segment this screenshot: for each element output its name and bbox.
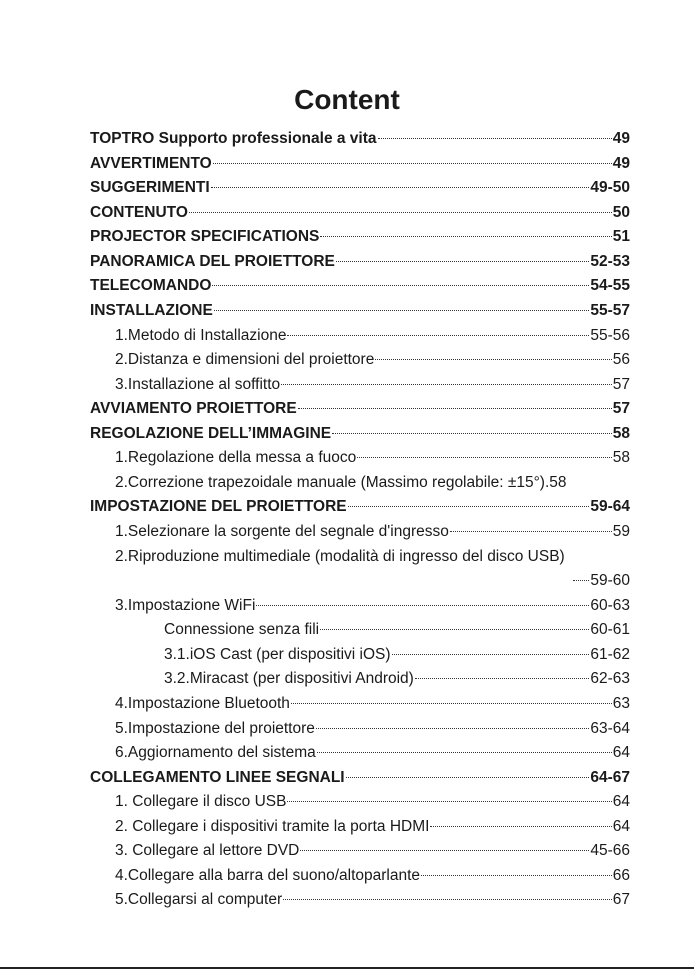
dot-leader	[189, 212, 612, 213]
dot-leader	[430, 826, 611, 827]
toc-entry-label: 4.Collegare alla barra del suono/altoparlante	[115, 866, 421, 884]
toc-entry-label: 4.Impostazione Bluetooth	[115, 694, 290, 712]
dot-leader	[320, 236, 611, 237]
toc-entry-page: 57	[612, 375, 630, 393]
dot-leader	[392, 654, 590, 655]
toc-entry-page: 45-66	[590, 842, 630, 860]
toc-entry-page: 59-64	[590, 498, 630, 516]
toc-entry	[90, 618, 630, 643]
toc-entry-label: 1.Selezionare la sorgente del segnale d'ingresso	[115, 523, 449, 540]
toc-entry	[90, 495, 630, 520]
toc-entry-label: SUGGERIMENTI	[90, 179, 210, 197]
toc-entry	[90, 225, 630, 250]
toc-entry	[90, 397, 630, 422]
toc-entry	[90, 348, 630, 373]
toc-entry	[90, 545, 630, 570]
page-title: Content	[294, 84, 400, 115]
dot-leader	[298, 408, 612, 409]
toc-entry-page: 52-53	[590, 252, 630, 270]
toc-entry-label: 1.Regolazione della messa a fuoco	[115, 449, 357, 467]
toc-entry-label: 3.Installazione al soffitto	[115, 375, 281, 393]
dot-leader	[281, 384, 612, 385]
toc-entry-page: 58	[612, 424, 630, 442]
toc-entry	[90, 446, 630, 471]
toc-entry	[90, 766, 630, 791]
toc-entry-label: 2.Correzione trapezoidale manuale (Massimo regolabile: ±15°).58	[115, 473, 567, 491]
dot-leader	[415, 678, 590, 679]
toc-entry	[90, 520, 630, 545]
toc-entry-page: 63-64	[590, 719, 630, 737]
dot-leader	[212, 285, 589, 286]
toc-entry-page: 66	[612, 866, 630, 884]
toc-entry-label: 3. Collegare al lettore DVD	[115, 842, 300, 860]
toc-entry-label: PROJECTOR SPECIFICATIONS	[90, 228, 320, 246]
toc-entry-page: 49	[612, 154, 630, 172]
toc-entry-label: 2.Distanza e dimensioni del proiettore	[115, 351, 375, 369]
toc-entry-page: 55-57	[590, 301, 630, 319]
dot-leader	[346, 777, 590, 778]
dot-leader	[256, 605, 589, 606]
toc-entry-page: 59	[612, 523, 630, 540]
toc-entry	[90, 692, 630, 717]
dot-leader	[213, 163, 612, 164]
toc-entry-label: INSTALLAZIONE	[90, 301, 213, 319]
toc-entry-label: 1. Collegare il disco USB	[115, 793, 287, 811]
toc-entry	[90, 471, 630, 496]
toc-entry-page: 64-67	[590, 768, 630, 786]
toc-entry-page: 60-63	[590, 596, 630, 614]
toc-entry	[90, 250, 630, 275]
toc-entry-label: COLLEGAMENTO LINEE SEGNALI	[90, 768, 345, 786]
dot-leader	[348, 506, 590, 507]
toc-entry	[90, 201, 630, 226]
dot-leader	[300, 850, 589, 851]
toc-entry-label: AVVERTIMENTO	[90, 154, 212, 172]
toc-entry-label: 6.Aggiornamento del sistema	[115, 744, 316, 762]
toc-entry-page: 49	[612, 130, 630, 147]
toc-entry-page: 62-63	[590, 670, 630, 688]
toc-entry-label: REGOLAZIONE DELL’IMMAGINE	[90, 424, 332, 442]
toc-entry-page: 50	[612, 203, 630, 221]
toc-entry-label: 5.Impostazione del proiettore	[115, 719, 315, 737]
toc-entry-label: 1.Metodo di Installazione	[115, 326, 287, 344]
toc-entry-label: PANORAMICA DEL PROIETTORE	[90, 252, 335, 270]
dot-leader	[214, 310, 590, 311]
toc-entry-page: 54-55	[590, 277, 630, 295]
toc-entry-label: CONTENUTO	[90, 203, 188, 221]
toc-entry-label: 2.Riproduzione multimediale (modalità di ingresso del disco USB)	[115, 547, 565, 565]
toc-entry	[90, 569, 630, 594]
toc-entry-label: 5.Collegarsi al computer	[115, 891, 283, 909]
dot-leader	[332, 433, 612, 434]
toc-entry	[90, 594, 630, 619]
toc-entry-label: TELECOMANDO	[90, 277, 212, 295]
toc-entry-page: 64	[612, 817, 630, 835]
toc-entry	[90, 373, 630, 398]
toc-entry-page: 57	[612, 400, 630, 418]
toc-entry-page: 59-60	[590, 572, 630, 590]
toc-entry	[90, 274, 630, 299]
toc-entry-page: 60-61	[590, 621, 630, 639]
dot-leader	[378, 138, 612, 139]
toc-entry-label: 3.Impostazione WiFi	[115, 596, 256, 614]
toc-entry	[90, 422, 630, 447]
toc-entry	[90, 741, 630, 766]
dot-leader	[283, 899, 612, 900]
bottom-divider	[0, 967, 694, 969]
toc-entry-page: 49-50	[590, 179, 630, 197]
toc-entry-label: IMPOSTAZIONE DEL PROIETTORE	[90, 498, 347, 516]
dot-leader	[573, 580, 589, 581]
dot-leader	[316, 728, 589, 729]
toc-entry-label: 3.1.iOS Cast (per dispositivi iOS)	[164, 645, 391, 663]
toc-entry-page: 55-56	[590, 326, 630, 344]
toc-entry	[90, 888, 630, 913]
toc-entry-page: 58	[612, 449, 630, 467]
toc-entry	[90, 176, 630, 201]
toc-entry-label: Connessione senza fili	[164, 621, 320, 639]
toc-entry	[90, 790, 630, 815]
toc-entry-label: TOPTRO Supporto professionale a vita	[90, 130, 377, 147]
dot-leader	[450, 531, 612, 532]
toc-entry-label: 3.2.Miracast (per dispositivi Android)	[164, 670, 414, 688]
toc-entry-page: 56	[612, 351, 630, 369]
toc-entry-page: 61-62	[590, 645, 630, 663]
toc-entry	[90, 667, 630, 692]
dot-leader	[421, 875, 612, 876]
dot-leader	[320, 629, 589, 630]
toc-entry	[90, 127, 630, 152]
toc-entry-page: 63	[612, 694, 630, 712]
dot-leader	[287, 335, 589, 336]
dot-leader	[375, 359, 611, 360]
toc-entry-page: 64	[612, 793, 630, 811]
dot-leader	[291, 703, 612, 704]
toc-entry-label: 2. Collegare i dispositivi tramite la porta HDMI	[115, 817, 430, 835]
toc-entry	[90, 717, 630, 742]
toc-entry	[90, 815, 630, 840]
toc-entry	[90, 839, 630, 864]
dot-leader	[317, 752, 612, 753]
toc-entry	[90, 324, 630, 349]
toc-entry	[90, 299, 630, 324]
toc-entry	[90, 864, 630, 889]
toc-entry-page: 51	[612, 228, 630, 246]
dot-leader	[211, 187, 590, 188]
dot-leader	[287, 801, 611, 802]
dot-leader	[336, 261, 589, 262]
table-of-contents	[90, 127, 630, 913]
toc-entry	[90, 152, 630, 177]
toc-entry	[90, 643, 630, 668]
dot-leader	[357, 457, 611, 458]
toc-entry-label: AVVIAMENTO PROIETTORE	[90, 400, 297, 418]
toc-entry-page: 64	[612, 744, 630, 762]
toc-entry-page: 67	[612, 891, 630, 909]
